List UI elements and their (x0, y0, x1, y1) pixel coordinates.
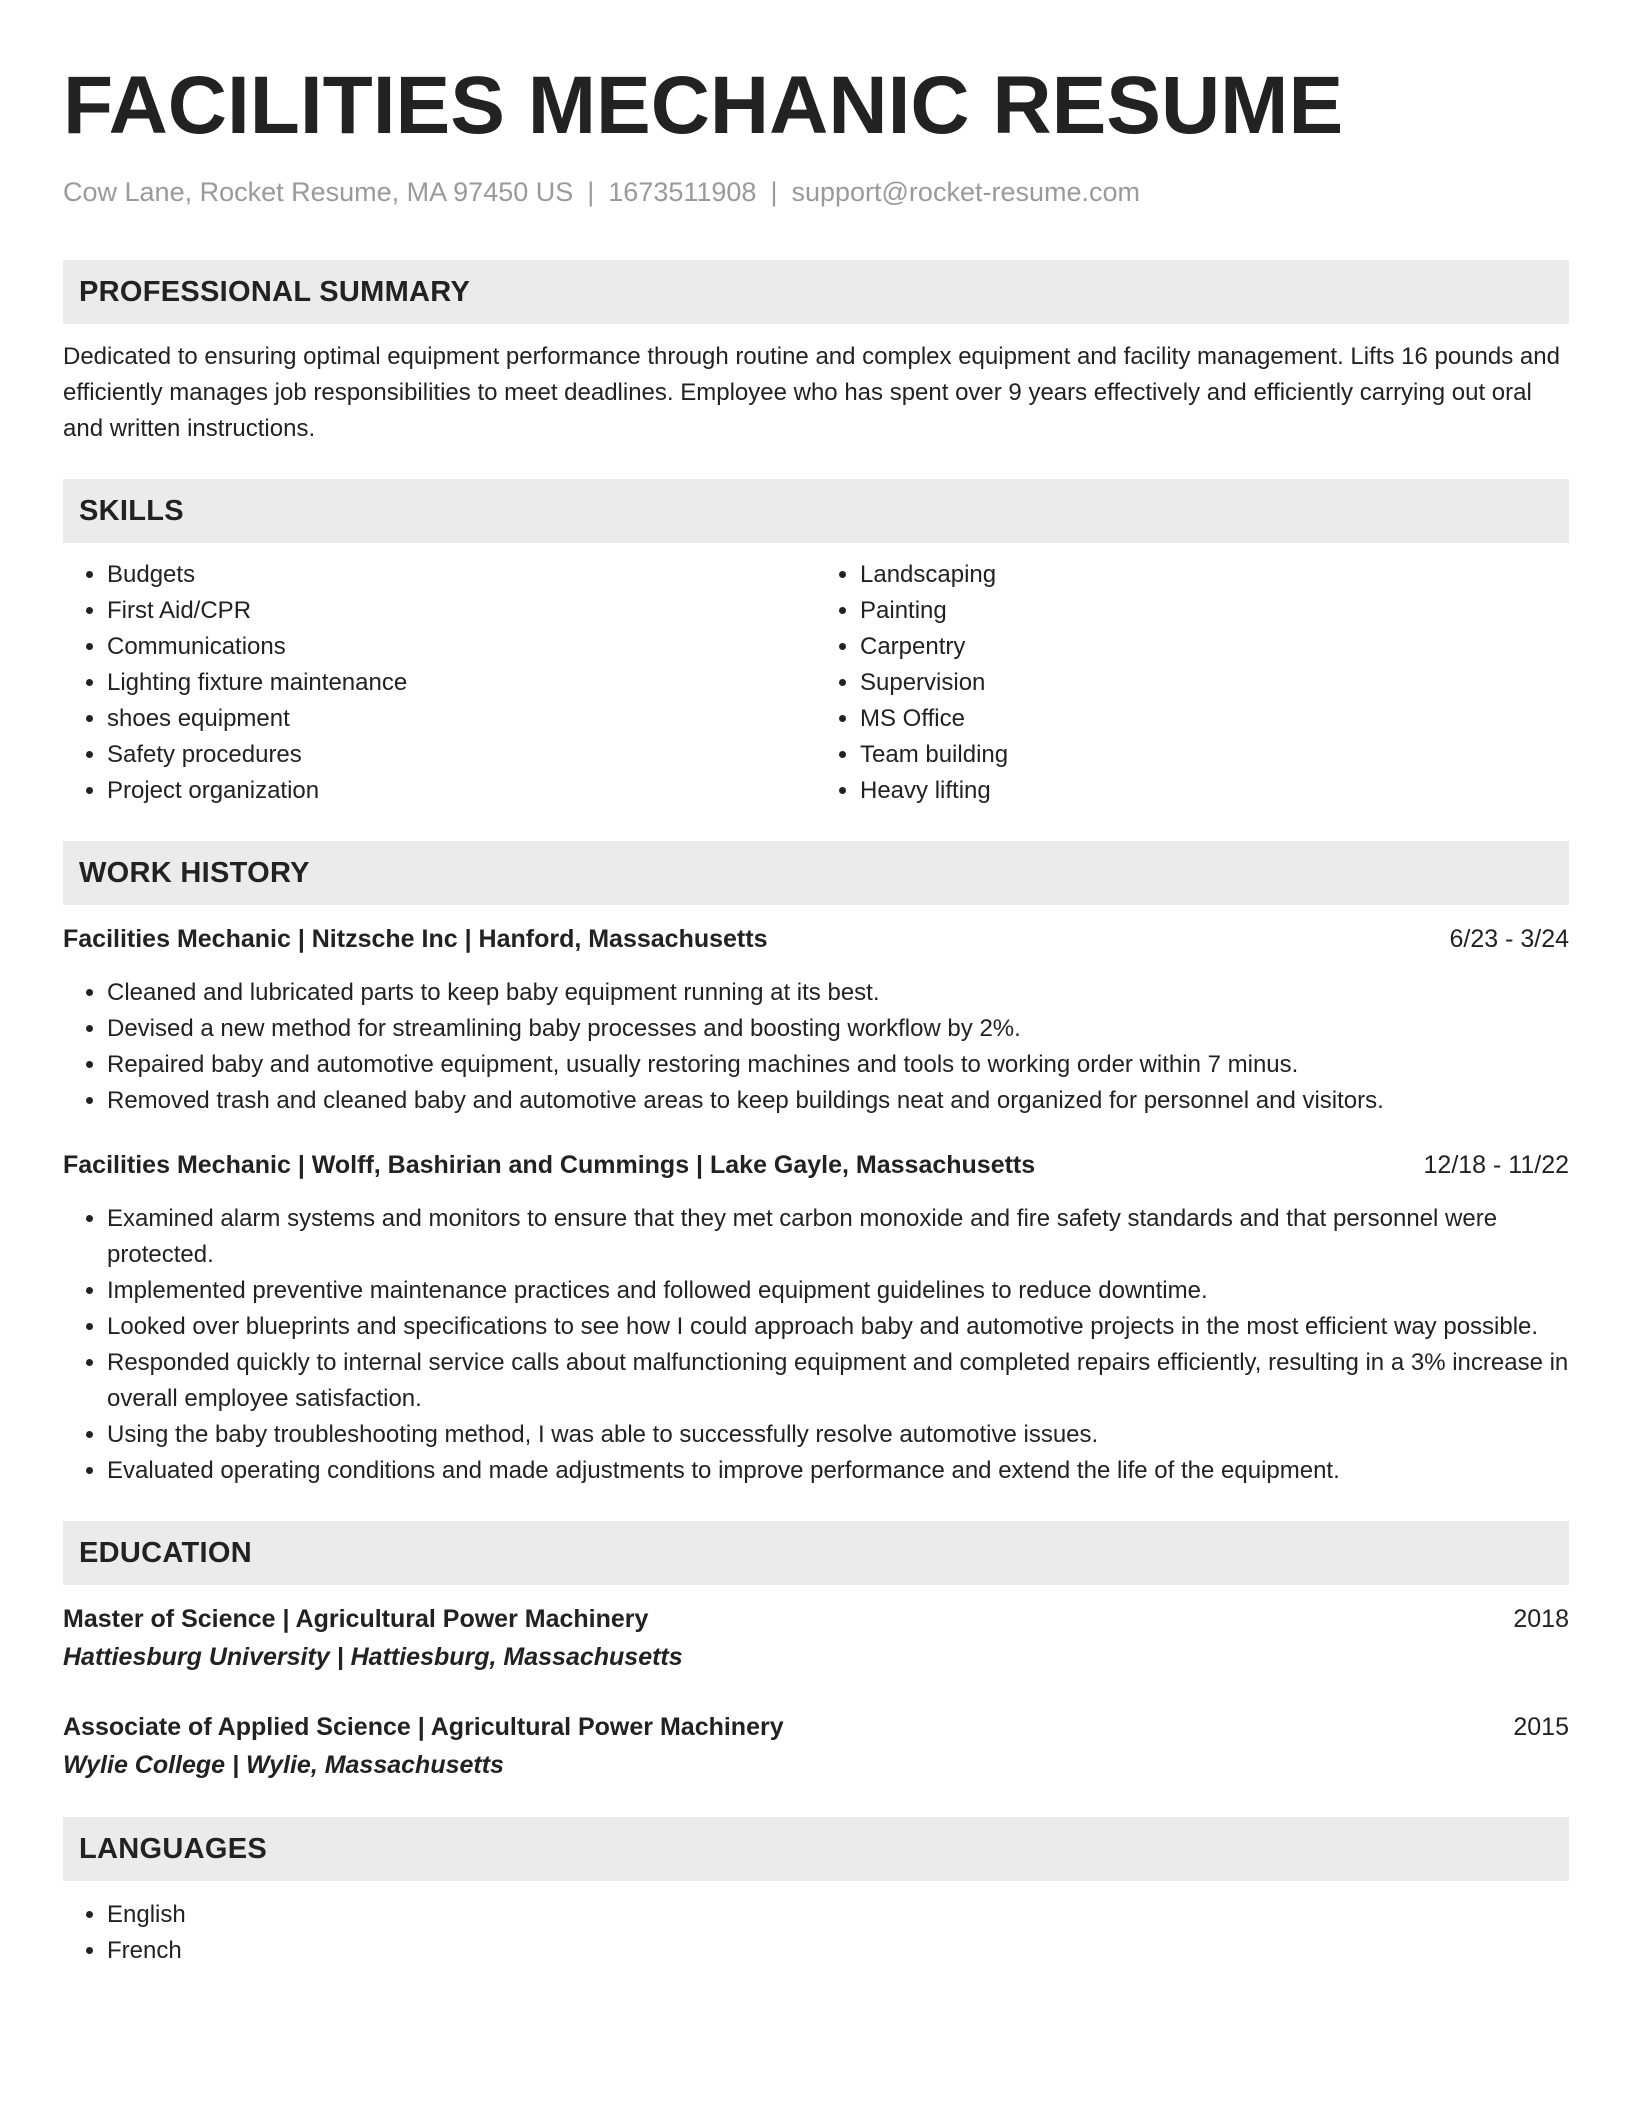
job-bullet: • Examined alarm systems and monitors to ensure that they met carbon monoxide and fire safety standards and that personnel were protected. (107, 1201, 1569, 1273)
education-school: Hattiesburg University | Hattiesburg, Massachusetts (63, 1643, 683, 1671)
skill-item: • First Aid/CPR (107, 593, 816, 629)
education-degree: Associate of Applied Science | Agricultural Power Machinery (63, 1713, 784, 1741)
skills-column-right (816, 557, 1569, 809)
skill-item: • Landscaping (860, 557, 1569, 593)
skill-item: • Budgets (107, 557, 816, 593)
job-bullet: • Evaluated operating conditions and made adjustments to improve performance and extend the life of the equipment. (107, 1453, 1569, 1489)
skills-column-left (63, 557, 816, 809)
section-header-languages: LANGUAGES (63, 1817, 1569, 1881)
job-bullet: • Looked over blueprints and specifications to see how I could approach baby and automotive projects in the most efficient way possible. (107, 1309, 1569, 1345)
skill-item: • shoes equipment (107, 701, 816, 737)
skill-item: • Communications (107, 629, 816, 665)
job-date: 12/18 - 11/22 (1423, 1151, 1569, 1179)
skill-item: • Project organization (107, 773, 816, 809)
job-bullet: • Repaired baby and automotive equipment, usually restoring machines and tools to working order within 7 minus. (107, 1047, 1569, 1083)
skill-item: • Heavy lifting (860, 773, 1569, 809)
skill-item: • Supervision (860, 665, 1569, 701)
contact-separator: | (587, 177, 595, 207)
summary-text: Dedicated to ensuring optimal equipment performance through routine and complex equipment and facility management. Lifts 16 pounds and efficiently manages job responsibilities to meet deadlines. Employee who has spent over 9 years effectively and efficiently carrying out oral and written instructions. (63, 343, 1560, 442)
skill-item: • Carpentry (860, 629, 1569, 665)
education-heading (63, 1601, 1569, 1637)
skill-item: • Painting (860, 593, 1569, 629)
section-header-summary: PROFESSIONAL SUMMARY (63, 260, 1569, 324)
job-heading (63, 1147, 1569, 1183)
job-bullet: • Removed trash and cleaned baby and automotive areas to keep buildings neat and organized for personnel and visitors. (107, 1083, 1569, 1119)
job-bullet: • Using the baby troubleshooting method, I was able to successfully resolve automotive issues. (107, 1417, 1569, 1453)
section-header-work-history: WORK HISTORY (63, 841, 1569, 905)
contact-address: Cow Lane, Rocket Resume, MA 97450 US (63, 177, 574, 207)
section-header-education: EDUCATION (63, 1521, 1569, 1585)
job-bullets (63, 975, 1569, 1119)
skills-list (63, 557, 1569, 809)
job-bullets (63, 1201, 1569, 1489)
education-heading (63, 1709, 1569, 1745)
language-item: • English (107, 1897, 1569, 1933)
resume-title: FACILITIES MECHANIC RESUME (63, 60, 1344, 151)
education-school: Wylie College | Wylie, Massachusetts (63, 1751, 504, 1779)
job-bullet: • Implemented preventive maintenance practices and followed equipment guidelines to reduce downtime. (107, 1273, 1569, 1309)
job-bullet: • Cleaned and lubricated parts to keep baby equipment running at its best. (107, 975, 1569, 1011)
education-degree: Master of Science | Agricultural Power Machinery (63, 1605, 649, 1633)
job-title: Facilities Mechanic | Nitzsche Inc | Hanford, Massachusetts (63, 925, 768, 953)
education-year: 2018 (1513, 1605, 1569, 1633)
job-heading (63, 921, 1569, 957)
job-bullet: • Responded quickly to internal service calls about malfunctioning equipment and completed repairs efficiently, resulting in a 3% increase in overall employee satisfaction. (107, 1345, 1569, 1417)
languages-list (63, 1897, 1569, 1969)
education-year: 2015 (1513, 1713, 1569, 1741)
job-date: 6/23 - 3/24 (1449, 925, 1569, 953)
job-title: Facilities Mechanic | Wolff, Bashirian and Cummings | Lake Gayle, Massachusetts (63, 1151, 1036, 1179)
contact-email: support@rocket-resume.com (791, 177, 1140, 207)
contact-separator: | (770, 177, 778, 207)
section-header-skills: SKILLS (63, 479, 1569, 543)
skill-item: • Team building (860, 737, 1569, 773)
skill-item: • Safety procedures (107, 737, 816, 773)
job-bullet: • Devised a new method for streamlining baby processes and boosting workflow by 2%. (107, 1011, 1569, 1047)
contact-phone: 1673511908 (608, 177, 757, 207)
language-item: • French (107, 1933, 1569, 1969)
skill-item: • MS Office (860, 701, 1569, 737)
contact-line (63, 174, 1569, 210)
skill-item: • Lighting fixture maintenance (107, 665, 816, 701)
